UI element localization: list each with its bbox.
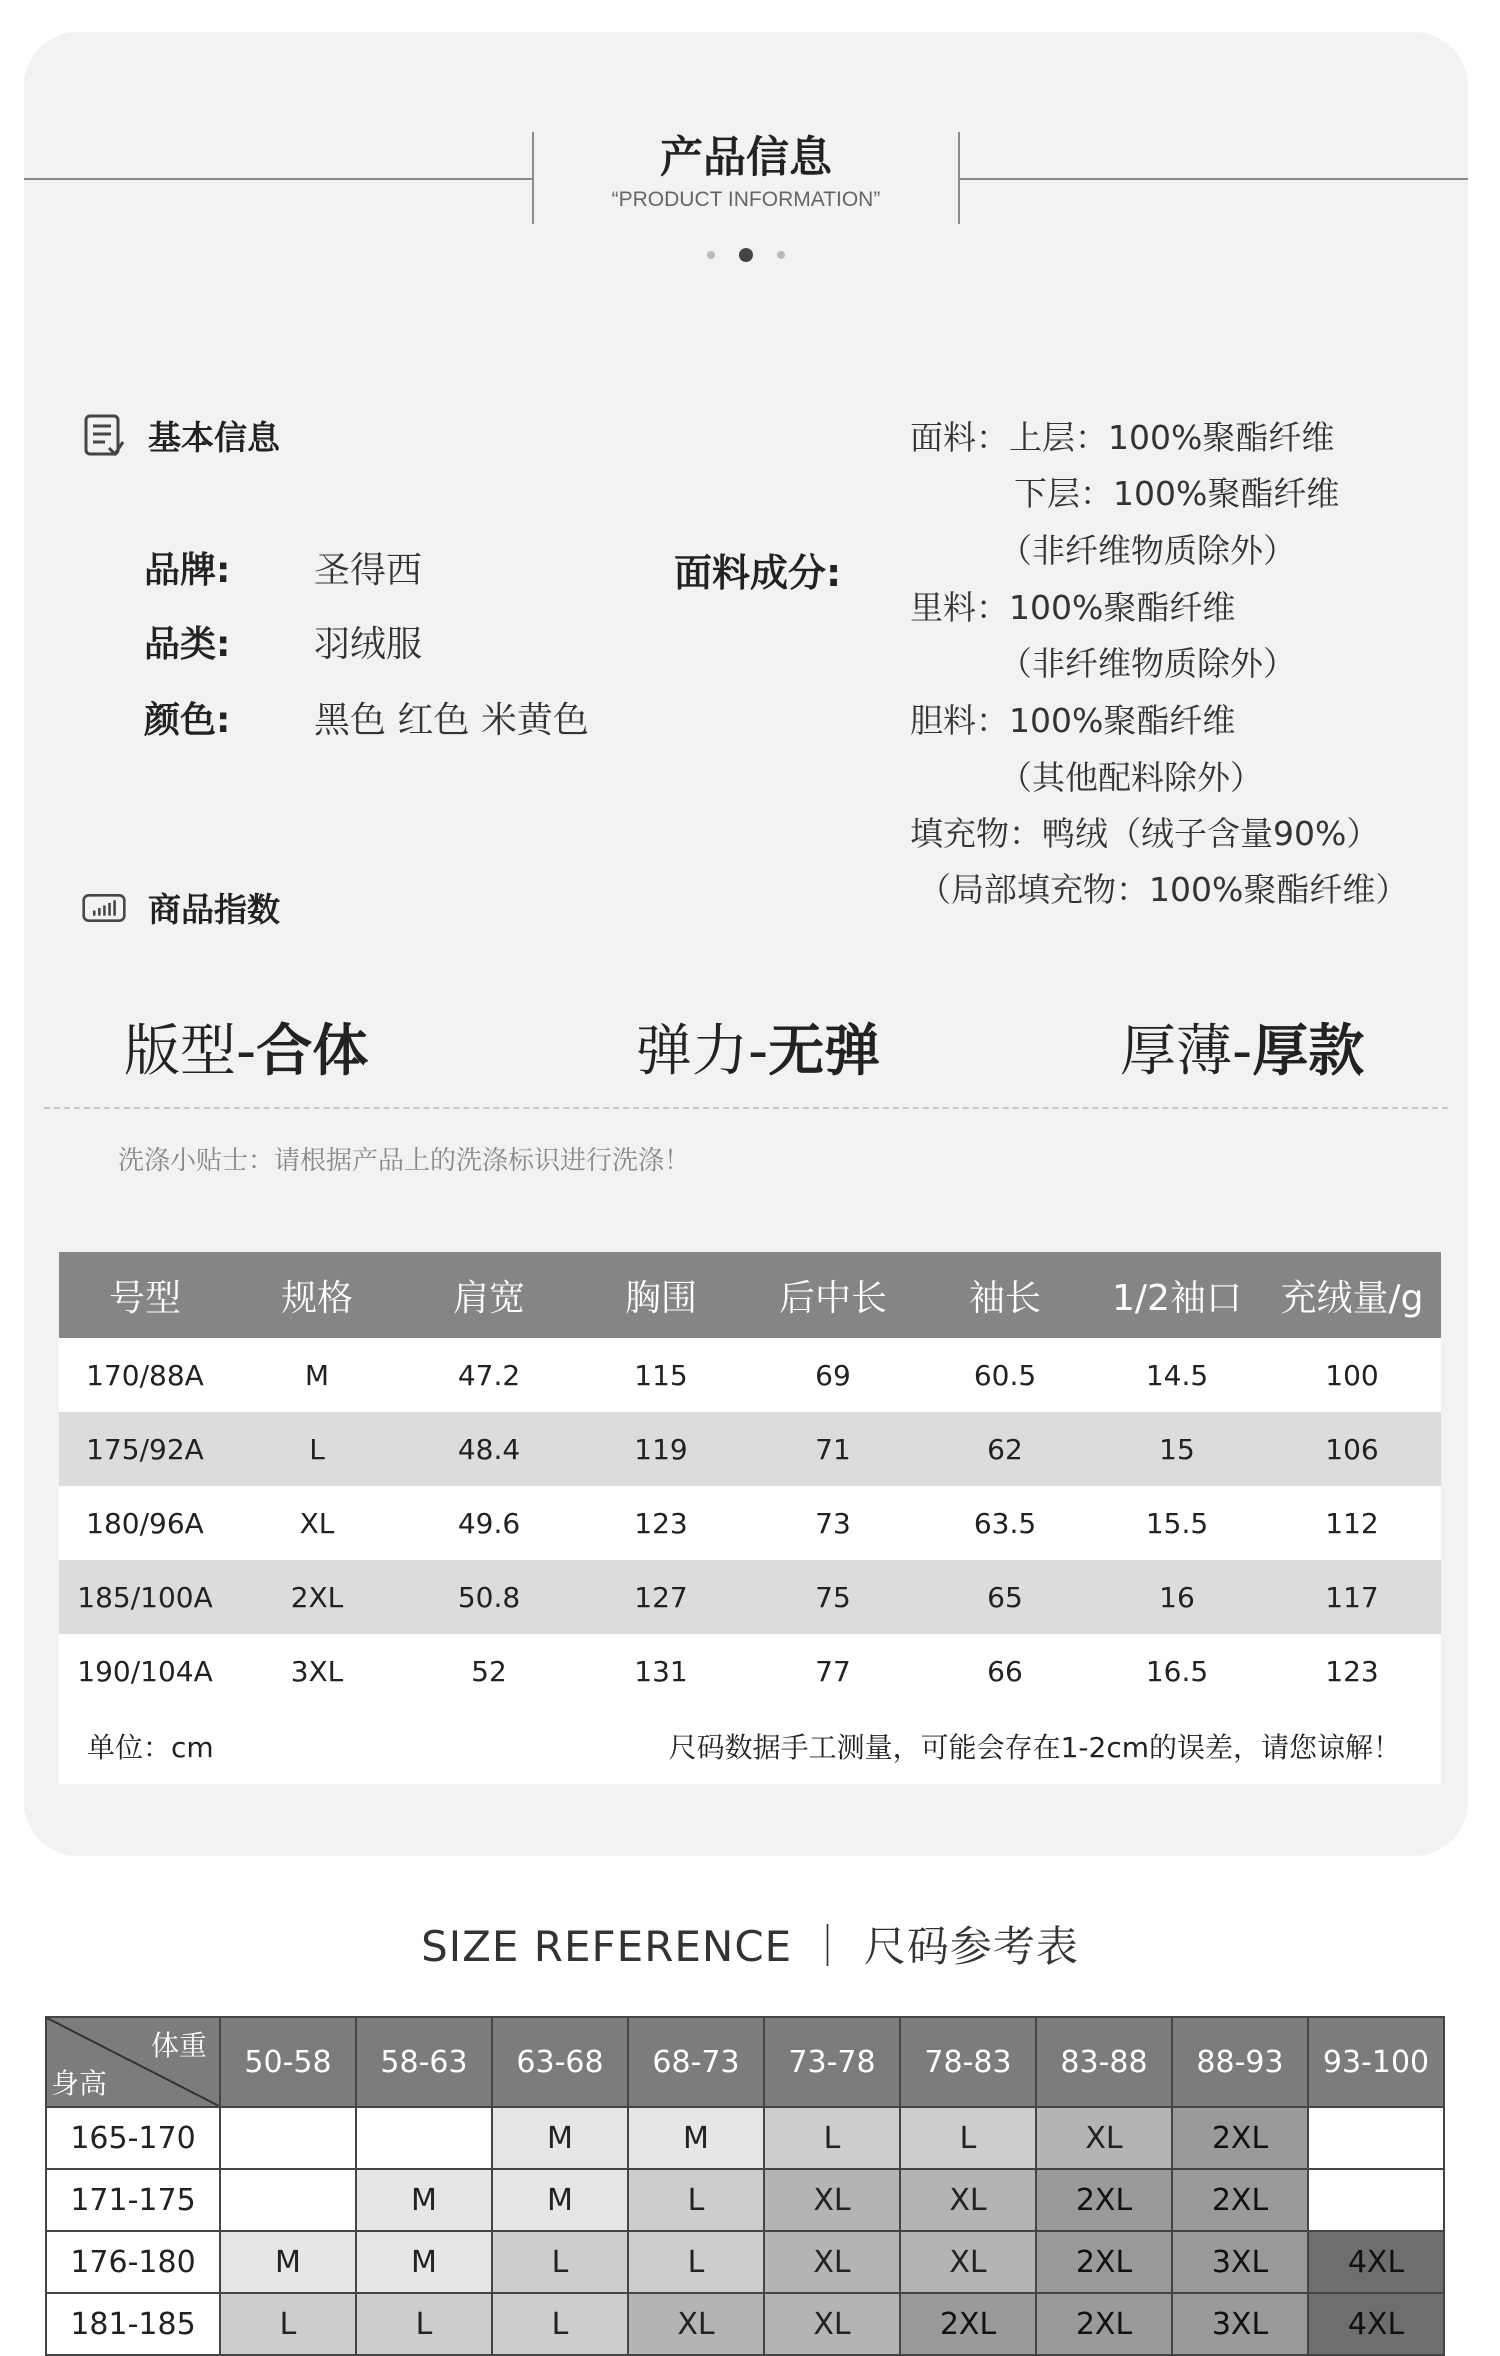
size-cell: XL: [900, 2169, 1036, 2231]
color-value: 黑色 红色 米黄色: [314, 700, 589, 741]
measurement-note: 尺码数据手工测量，可能会存在1-2cm的误差，请您谅解！: [403, 1708, 1441, 1784]
table-cell: 123: [575, 1486, 747, 1560]
size-cell: XL: [628, 2293, 764, 2355]
table-cell: 2XL: [231, 1560, 403, 1634]
table-row: [59, 1560, 1441, 1634]
pager-dot: [777, 251, 785, 259]
table-row: [59, 1338, 1441, 1412]
table-cell: 185/100A: [59, 1560, 231, 1634]
size-cell: M: [628, 2107, 764, 2169]
table-row: [59, 1486, 1441, 1560]
fabric-line: 填充物：鸭绒（绒子含量90%）: [910, 814, 1380, 853]
table-cell: 115: [575, 1338, 747, 1412]
table-cell: 100: [1263, 1338, 1441, 1412]
size-cell: 2XL: [1172, 2169, 1308, 2231]
size-cell: 2XL: [1036, 2169, 1172, 2231]
fabric-line: 面料：上层：100%聚酯纤维: [910, 418, 1335, 457]
size-cell: M: [356, 2231, 492, 2293]
size-cell: 3XL: [1172, 2293, 1308, 2355]
weight-header: 83-88: [1036, 2017, 1172, 2107]
fabric-line: （非纤维物质除外）: [999, 644, 1296, 683]
table-cell: 180/96A: [59, 1486, 231, 1560]
weight-header: 73-78: [764, 2017, 900, 2107]
table-cell: 66: [919, 1634, 1091, 1708]
table-cell: 75: [747, 1560, 919, 1634]
size-cell: XL: [764, 2169, 900, 2231]
table-cell: 60.5: [919, 1338, 1091, 1412]
size-cell: L: [900, 2107, 1036, 2169]
table-cell: M: [231, 1338, 403, 1412]
table-cell: 106: [1263, 1412, 1441, 1486]
table-cell: 175/92A: [59, 1412, 231, 1486]
table-cell: 65: [919, 1560, 1091, 1634]
size-cell: XL: [1036, 2107, 1172, 2169]
table-cell: 16.5: [1091, 1634, 1263, 1708]
brand-value: 圣得西: [314, 550, 423, 591]
table-cell: 190/104A: [59, 1634, 231, 1708]
size-cell: M: [492, 2169, 628, 2231]
brand-label: 品牌:: [144, 550, 231, 591]
fit-value: 合体: [256, 1019, 369, 1084]
fabric-line: 胆料：100%聚酯纤维: [910, 701, 1236, 740]
table-cell: 15: [1091, 1412, 1263, 1486]
column-header: 1/2袖口: [1091, 1252, 1263, 1338]
column-header: 肩宽: [403, 1252, 575, 1338]
table-cell: 49.6: [403, 1486, 575, 1560]
table-cell: 112: [1263, 1486, 1441, 1560]
size-cell: XL: [764, 2231, 900, 2293]
fabric-line: （其他配料除外）: [999, 758, 1263, 797]
pager-dot: [707, 251, 715, 259]
corner-weight-label: 体重: [150, 2029, 207, 2062]
product-info-card: [24, 32, 1468, 1856]
table-cell: 77: [747, 1634, 919, 1708]
table-cell: 52: [403, 1634, 575, 1708]
table-cell: 73: [747, 1486, 919, 1560]
elastic-label: 弹力-: [636, 1019, 769, 1084]
size-cell: [1308, 2107, 1444, 2169]
weight-header: 78-83: [900, 2017, 1036, 2107]
weight-header: 50-58: [220, 2017, 356, 2107]
table-cell: 47.2: [403, 1338, 575, 1412]
table-row: [59, 1412, 1441, 1486]
fit-index: [124, 1007, 368, 1087]
size-cell: 3XL: [1172, 2231, 1308, 2293]
table-note-row: [59, 1708, 1441, 1784]
weight-header: 93-100: [1308, 2017, 1444, 2107]
table-cell: 3XL: [231, 1634, 403, 1708]
height-label: 165-170: [46, 2107, 220, 2169]
table-cell: 71: [747, 1412, 919, 1486]
size-cell: M: [220, 2231, 356, 2293]
reference-corner-cell: [46, 2017, 220, 2107]
unit-label: 单位：cm: [59, 1708, 403, 1784]
table-cell: XL: [231, 1486, 403, 1560]
table-cell: 170/88A: [59, 1338, 231, 1412]
table-cell: 123: [1263, 1634, 1441, 1708]
table-cell: 69: [747, 1338, 919, 1412]
table-cell: 62: [919, 1412, 1091, 1486]
table-cell: L: [231, 1412, 403, 1486]
weight-header: 58-63: [356, 2017, 492, 2107]
corner-height-label: 身高: [51, 2067, 108, 2100]
signal-bars-icon: [82, 886, 126, 930]
reference-row: [46, 2107, 1444, 2169]
fabric-line: 下层：100%聚酯纤维: [1014, 474, 1340, 513]
table-cell: 14.5: [1091, 1338, 1263, 1412]
pager-dots: [24, 244, 1468, 263]
height-label: 171-175: [46, 2169, 220, 2231]
table-cell: 48.4: [403, 1412, 575, 1486]
size-cell: [220, 2169, 356, 2231]
height-label: 181-185: [46, 2293, 220, 2355]
size-table: [59, 1252, 1441, 1784]
reference-row: [46, 2169, 1444, 2231]
size-cell: 2XL: [1172, 2107, 1308, 2169]
size-cell: 4XL: [1308, 2293, 1444, 2355]
size-cell: L: [492, 2293, 628, 2355]
reference-row: [46, 2293, 1444, 2355]
page-title: 产品信息: [660, 133, 832, 183]
dashed-divider: [44, 1107, 1448, 1109]
document-icon: [82, 414, 126, 458]
basic-info-heading: [82, 412, 280, 459]
reference-row: [46, 2231, 1444, 2293]
size-cell: 2XL: [1036, 2231, 1172, 2293]
table-cell: 119: [575, 1412, 747, 1486]
table-cell: 15.5: [1091, 1486, 1263, 1560]
size-reference-title: SIZE REFERENCE ｜ 尺码参考表: [421, 1922, 1079, 1971]
category-label: 品类:: [144, 624, 231, 665]
color-row: [144, 692, 589, 743]
table-cell: 131: [575, 1634, 747, 1708]
size-cell: L: [764, 2107, 900, 2169]
brand-row: [144, 542, 422, 593]
column-header: 号型: [59, 1252, 231, 1338]
elastic-index: [636, 1007, 880, 1087]
size-cell: XL: [900, 2231, 1036, 2293]
size-cell: L: [220, 2293, 356, 2355]
fabric-label: 面料成分:: [674, 551, 842, 595]
size-cell: [1308, 2169, 1444, 2231]
size-cell: L: [628, 2169, 764, 2231]
size-cell: M: [492, 2107, 628, 2169]
table-cell: 50.8: [403, 1560, 575, 1634]
elastic-value: 无弹: [768, 1019, 881, 1084]
product-index-title: 商品指数: [148, 890, 280, 929]
table-row: [59, 1634, 1441, 1708]
thickness-label: 厚薄-: [1120, 1019, 1253, 1084]
category-row: [144, 616, 422, 667]
size-cell: L: [628, 2231, 764, 2293]
table-cell: 117: [1263, 1560, 1441, 1634]
size-cell: XL: [764, 2293, 900, 2355]
size-cell: 2XL: [900, 2293, 1036, 2355]
size-cell: L: [492, 2231, 628, 2293]
table-cell: 16: [1091, 1560, 1263, 1634]
reference-header-row: [46, 2017, 1444, 2107]
washing-tip: 洗涤小贴士：请根据产品上的洗涤标识进行洗涤！: [118, 1146, 691, 1176]
thickness-value: 厚款: [1252, 1019, 1365, 1084]
column-header: 袖长: [919, 1252, 1091, 1338]
column-header: 规格: [231, 1252, 403, 1338]
size-cell: M: [356, 2169, 492, 2231]
size-cell: 4XL: [1308, 2231, 1444, 2293]
fabric-line: （局部填充物：100%聚酯纤维）: [918, 870, 1409, 909]
pager-dot-active: [739, 248, 753, 262]
size-cell: 2XL: [1036, 2293, 1172, 2355]
color-label: 颜色:: [144, 700, 231, 741]
product-index-heading: [82, 884, 280, 931]
category-value: 羽绒服: [314, 624, 423, 665]
height-label: 176-180: [46, 2231, 220, 2293]
column-header: 后中长: [747, 1252, 919, 1338]
table-cell: 127: [575, 1560, 747, 1634]
size-table-header: [59, 1252, 1441, 1338]
fit-label: 版型-: [124, 1019, 257, 1084]
column-header: 胸围: [575, 1252, 747, 1338]
page-subtitle: “PRODUCT INFORMATION”: [611, 188, 881, 211]
table-cell: 63.5: [919, 1486, 1091, 1560]
basic-info-title: 基本信息: [148, 418, 280, 457]
size-cell: [356, 2107, 492, 2169]
size-reference-table: [45, 2016, 1445, 2356]
fabric-line: （非纤维物质除外）: [999, 531, 1296, 570]
fabric-line: 里料：100%聚酯纤维: [910, 588, 1236, 627]
size-cell: L: [356, 2293, 492, 2355]
thickness-index: [1120, 1007, 1364, 1087]
weight-header: 88-93: [1172, 2017, 1308, 2107]
weight-header: 63-68: [492, 2017, 628, 2107]
column-header: 充绒量/g: [1263, 1252, 1441, 1338]
size-cell: [220, 2107, 356, 2169]
weight-header: 68-73: [628, 2017, 764, 2107]
